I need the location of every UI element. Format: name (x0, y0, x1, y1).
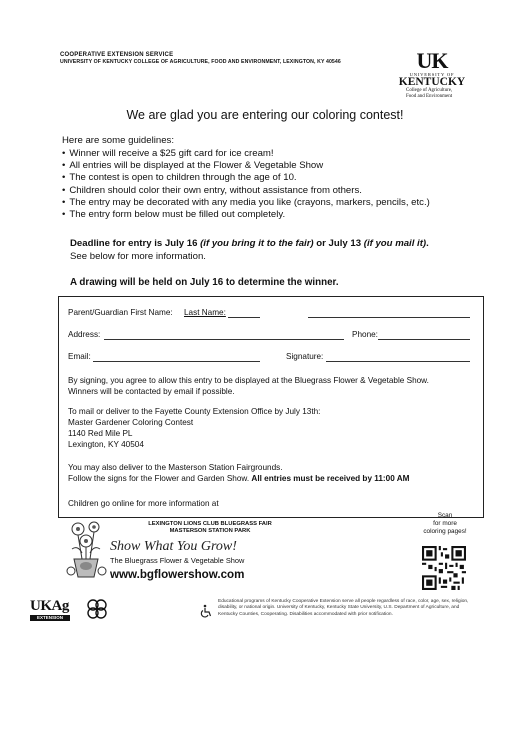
signature-field[interactable] (326, 361, 470, 362)
disclaimer-text: Educational programs of Kentucky Cooperative Extension serve all people regardless of race, color, age, sex, religion, disability, or national origin. University of Kentucky, Kentucky State University, U.S. Department of Agriculture, and Kentucky Counties, Cooperating. Disabilities accommodated with prior notification. (218, 599, 469, 617)
guideline-item: • The entry may be decorated with any media you like (crayons, markers, pencils, etc.) (62, 197, 430, 209)
wheelchair-icon (199, 604, 213, 618)
guideline-item: • Children should color their own entry, without assistance from others. (62, 185, 430, 197)
mailing-line: Lexington, KY 40504 (68, 440, 144, 449)
uk-logo-kentucky: KENTUCKY (398, 76, 466, 88)
email-label: Email: (68, 352, 91, 361)
guideline-item: • The entry form below must be filled out completely. (62, 209, 430, 221)
see-below-text: See below for more information. (70, 251, 206, 262)
uk-logo-college-1: College of Agriculture, (406, 88, 453, 93)
page-title: We are glad you are entering our coloring contest! (126, 108, 404, 122)
fair-line: LEXINGTON LIONS CLUB BLUEGRASS FAIR (148, 521, 272, 527)
four-h-clover-icon (86, 598, 108, 620)
uk-logo-university: UNIVERSITY OF (409, 72, 455, 77)
online-info: Children go online for more information at (68, 499, 219, 508)
guideline-item: • All entries will be displayed at the Flower & Vegetable Show (62, 160, 430, 172)
delivery-info (68, 462, 409, 484)
deadline-part: or July 13 (313, 238, 364, 249)
guidelines-list (62, 148, 430, 221)
consent-line: By signing, you agree to allow this entry to be displayed at the Bluegrass Flower & Vegetable Show. (68, 376, 429, 385)
mailing-info (68, 406, 320, 450)
qr-code-icon[interactable] (422, 546, 466, 590)
address-label: Address: (68, 330, 101, 339)
delivery-line (68, 473, 409, 484)
email-field[interactable] (93, 361, 260, 362)
uk-logo-icon (392, 50, 472, 100)
guideline-item: • The contest is open to children through the age of 10. (62, 172, 430, 184)
phone-field[interactable] (378, 339, 470, 340)
fair-title (110, 521, 310, 535)
scan-line: for more (433, 520, 457, 527)
org-address: UNIVERSITY OF KENTUCKY COLLEGE OF AGRICULTURE, FOOD AND ENVIRONMENT, LEXINGTON, KY 40546 (60, 59, 341, 65)
scan-note (412, 512, 478, 536)
last-name-field-extension[interactable] (308, 317, 470, 318)
deadline-fair-note: (if you bring it to the fair) (200, 238, 314, 249)
mailing-line: Master Gardener Coloring Contest (68, 418, 194, 427)
delivery-line: You may also deliver to the Masterson Station Fairgrounds. (68, 463, 283, 472)
website-link[interactable]: www.bgflowershow.com (110, 568, 245, 581)
delivery-deadline: All entries must be received by 11:00 AM (251, 474, 410, 483)
last-name-field[interactable] (228, 317, 260, 318)
uk-logo-mark: UK (416, 48, 448, 73)
scan-line: coloring pages! (423, 528, 467, 535)
uk-logo-college-2: Food and Environment (406, 94, 453, 99)
show-title: Show What You Grow! (110, 539, 237, 554)
guideline-item: • Winner will receive a $25 gift card for ice cream! (62, 148, 430, 160)
last-name-label (184, 308, 226, 317)
ukag-logo: UKAg (30, 598, 69, 614)
scan-line: Scan (437, 512, 453, 519)
deadline-text (70, 238, 429, 249)
deadline-part: . (426, 238, 429, 249)
drawing-notice: A drawing will be held on July 16 to determine the winner. (70, 277, 339, 288)
org-name: COOPERATIVE EXTENSION SERVICE (60, 52, 174, 58)
deadline-mail-note: (if you mail it) (363, 238, 427, 249)
signature-label: Signature: (286, 352, 324, 361)
address-field[interactable] (104, 339, 344, 340)
mailing-line: To mail or deliver to the Fayette County Extension Office by July 13th: (68, 407, 321, 416)
mailing-line: 1140 Red Mile PL (68, 429, 133, 438)
last-name-label-text: Last Name: (184, 308, 226, 317)
phone-label: Phone: (352, 330, 378, 339)
show-subtitle: The Bluegrass Flower & Vegetable Show (110, 556, 245, 565)
ukag-extension-label: EXTENSION (30, 615, 70, 621)
delivery-text: Follow the signs for the Flower and Garden Show. (68, 474, 252, 483)
consent-paragraph (68, 375, 429, 397)
guidelines-title: Here are some guidelines: (62, 135, 174, 146)
flower-illustration-icon (64, 519, 110, 581)
consent-line: Winners will be contacted by email if possible. (68, 387, 235, 396)
parent-first-name-label: Parent/Guardian First Name: (68, 308, 173, 317)
fair-line: MASTERSON STATION PARK (169, 528, 251, 534)
deadline-part: Deadline for entry is July 16 (70, 238, 201, 249)
